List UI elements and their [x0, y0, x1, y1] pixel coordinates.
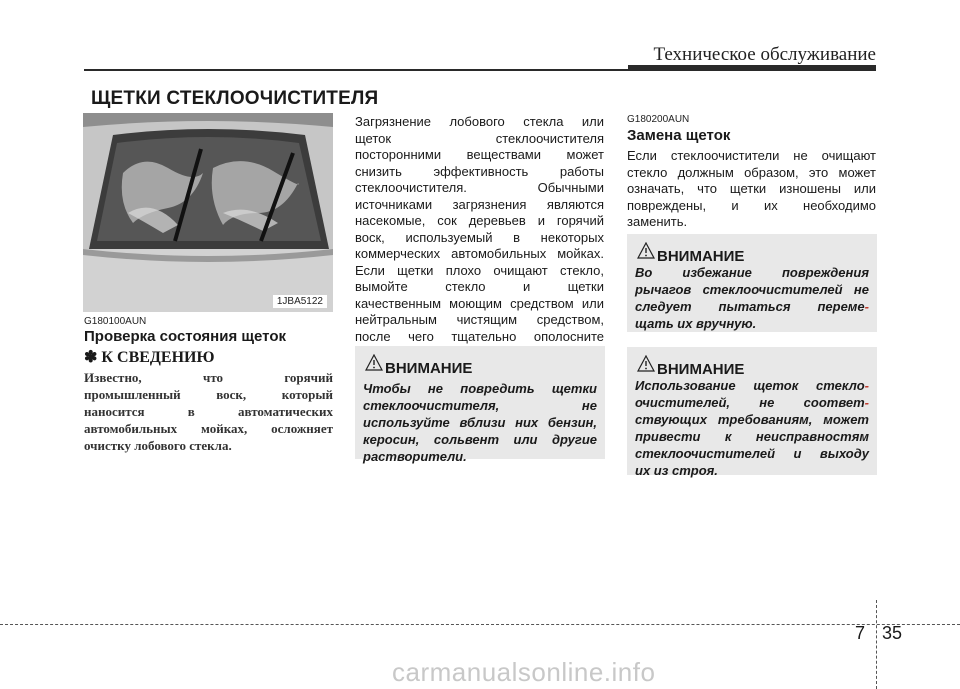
warning-triangle-icon	[637, 355, 655, 373]
cleaning-paragraph: Загрязнение лобового стекла или щеток стеклоочистителя посторонними веществами может снизить эффективность работы стеклоочистителя. Обычными источниками загрязнения являются насекомые, сок деревьев и горячий воск, используемый в некоторых коммерческих автомобильных мойках. Если щетки плохо очищают стекло, вымойте стекло и щетки качественным моющим средством или нейтральным чистящим средством, после чего тщательно ополосните	[355, 114, 604, 344]
warning-box-nonstandard-blades	[627, 347, 877, 478]
header-rule-accent	[628, 65, 876, 71]
note-text: Известно, что горячий промышленный воск, который наносится в автоматических автомобильных мойках, осложняет очистку лобового стекла.	[84, 370, 333, 453]
section-code-replacement: G180200AUN	[627, 114, 690, 125]
note-heading: ✽ К СВЕДЕНИЮ	[84, 349, 215, 366]
section-title: ЩЕТКИ СТЕКЛООЧИСТИТЕЛЯ	[91, 88, 379, 109]
warning-triangle-icon	[365, 354, 383, 372]
warning-title: ВНИМАНИЕ	[385, 360, 473, 377]
subsection-heading: Проверка состояния щеток	[84, 328, 286, 345]
warning-box-arms	[627, 234, 877, 332]
replacement-heading: Замена щеток	[627, 127, 731, 144]
section-code: G180100AUN	[84, 316, 147, 327]
warning-title: ВНИМАНИЕ	[657, 361, 745, 378]
windshield-photo	[83, 113, 333, 312]
footer-divider	[0, 624, 960, 625]
replacement-paragraph: Если стеклоочистители не очищают стекло должным образом, это может означать, что щетки изношены или повреждены, и их необходимо заменить.	[627, 148, 876, 229]
warning-triangle-icon	[637, 242, 655, 260]
warning-title: ВНИМАНИЕ	[657, 248, 745, 265]
chapter-number: 7	[855, 623, 866, 643]
page-number: 35	[882, 623, 903, 643]
warning-text: Во избежание повреждения рычагов стеклоочистителей не следует пытаться переме- щать их вручную.	[635, 265, 869, 331]
photo-caption: 1JBA5122	[273, 295, 327, 308]
watermark: carmanualsonline.info	[392, 657, 656, 687]
warning-text: Чтобы не повредить щетки стеклоочистителя, не используйте вблизи них бензин, керосин, сольвент или другие растворители.	[363, 381, 597, 464]
footer-vertical-divider	[876, 600, 877, 689]
page-header-title: Техническое обслуживание	[653, 44, 876, 65]
warning-text: Использование щеток стекло- очистителей, не соответ- ствующих требованиям, может привести к неисправностям стеклоочистителей и выходу их из строя.	[635, 378, 869, 478]
warning-box-solvents	[355, 346, 605, 464]
